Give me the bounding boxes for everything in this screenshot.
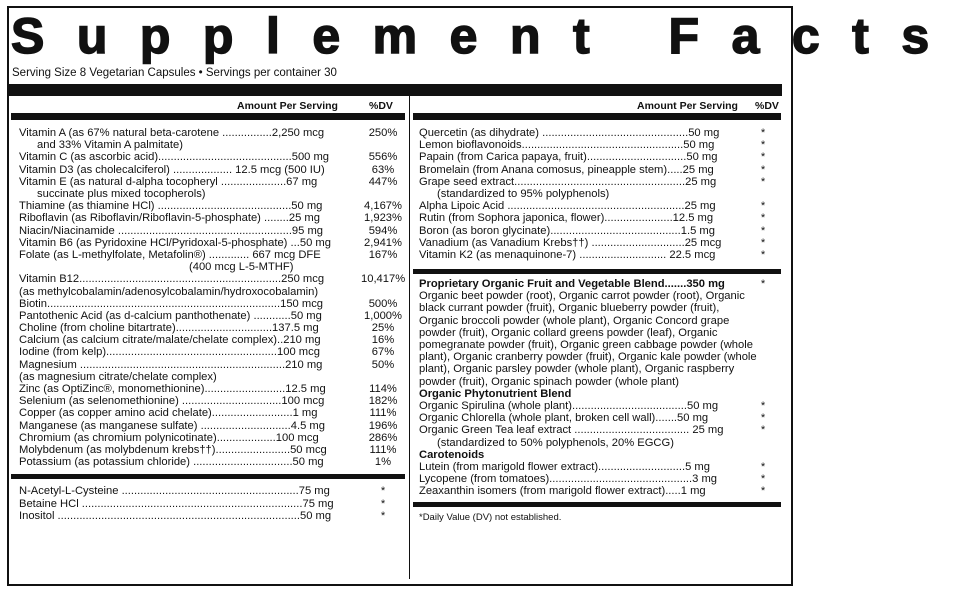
nutrient-line: Grape seed extract.......................................................25 mg <box>419 175 717 188</box>
top-rule <box>9 84 782 96</box>
nutrient-row <box>413 249 781 261</box>
dv-value: 111% <box>369 407 397 420</box>
nutrient-name <box>19 151 329 163</box>
header-rule <box>413 113 781 120</box>
dv-value: 67% <box>371 346 395 359</box>
nutrient-line: Vitamin C (as ascorbic acid)...........................................500 mg <box>19 151 330 164</box>
nutrient-name <box>19 359 322 383</box>
nutrient-line: Copper (as copper amino acid chelate)..........................1 mg <box>19 407 318 420</box>
nutrient-name <box>419 485 706 497</box>
nutrient-line: Vitamin K2 (as menaquinone-7) ............................ 22.5 mcg <box>419 248 716 261</box>
nutrient-name <box>419 225 715 237</box>
nutrient-line: Vitamin D3 (as cholecalciferol) ................... 12.5 mcg (500 IU) <box>19 163 325 176</box>
nutrient-row <box>413 237 781 249</box>
dv-value: 447% <box>368 175 398 188</box>
nutrient-name <box>419 176 716 200</box>
dv-value: 114% <box>369 383 397 396</box>
nutrient-row <box>11 212 405 224</box>
phytonutrient-blend-heading: Organic Phytonutrient Blend <box>419 387 572 400</box>
nutrient-line: Lemon bioflavonoids....................................................50 mg <box>419 139 715 152</box>
nutrient-row <box>11 444 405 456</box>
nutrient-row <box>11 510 405 522</box>
nutrient-name <box>19 310 322 322</box>
dv-heading: %DV <box>755 100 779 112</box>
right-column <box>413 96 781 523</box>
nutrient-name <box>19 176 317 200</box>
nutrient-line-continued: and 33% Vitamin A palmitate) <box>37 139 183 152</box>
nutrient-row <box>11 498 405 510</box>
nutrient-line: Vitamin E (as natural d-alpha tocopheryl .....................67 mg <box>19 175 318 188</box>
nutrient-name <box>19 225 323 237</box>
dv-value: * <box>760 248 766 261</box>
amount-per-serving-heading: Amount Per Serving <box>637 100 738 112</box>
nutrient-name <box>19 510 331 522</box>
dv-value: * <box>760 424 766 437</box>
left-nutrient-list <box>11 120 405 468</box>
dv-value: 4,167% <box>364 200 402 213</box>
nutrient-name <box>419 164 714 176</box>
nutrient-name <box>419 412 708 424</box>
fruit-vegetable-blend-heading: Proprietary Organic Fruit and Vegetable Blend.......350 mg <box>419 278 725 291</box>
dv-value: * <box>760 236 766 249</box>
dv-value: 182% <box>368 395 398 408</box>
nutrient-line: Selenium (as selenomethionine) ................................100 mcg <box>19 395 325 408</box>
nutrient-row <box>413 164 781 176</box>
nutrient-line: Bromelain (from Anana comosus, pineapple stem).....25 mg <box>419 163 714 176</box>
nutrient-name <box>19 420 325 432</box>
nutrient-row <box>11 346 405 358</box>
nutrient-row <box>11 420 405 432</box>
dv-value: 594% <box>368 224 398 237</box>
amount-per-serving-heading: Amount Per Serving <box>237 100 338 112</box>
nutrient-name <box>419 237 721 249</box>
nutrient-line: Potassium (as potassium chloride) ................................50 mg <box>19 456 324 469</box>
nutrient-line: Calcium (as calcium citrate/malate/chelate complex)..210 mg <box>19 334 321 347</box>
nutrient-line: Choline (from choline bitartrate)...............................137.5 mg <box>19 322 319 335</box>
right-column-header <box>413 96 781 113</box>
phytonutrient-list <box>413 400 781 449</box>
dv-value: 500% <box>368 297 398 310</box>
dv-value: * <box>380 509 386 522</box>
nutrient-row <box>11 310 405 322</box>
nutrient-row <box>413 400 781 412</box>
nutrient-name <box>19 485 330 497</box>
nutrient-line: Vitamin A (as 67% natural beta-carotene ................2,250 mcg <box>19 127 325 139</box>
dv-value: 167% <box>368 248 398 261</box>
nutrient-name <box>19 298 323 310</box>
dv-value: * <box>760 412 766 425</box>
dv-value: * <box>760 473 766 486</box>
nutrient-line: Iodine (from kelp).......................................................100 mcg <box>19 346 320 359</box>
nutrient-row <box>413 127 781 139</box>
dv-value: * <box>760 400 766 413</box>
nutrient-name <box>19 273 324 297</box>
nutrient-line: Thiamine (as thiamine HCl) ...........................................50 mg <box>19 200 323 213</box>
dv-value: * <box>760 151 766 164</box>
nutrient-row <box>11 249 405 273</box>
blend-section <box>413 274 781 498</box>
nutrient-line: Vitamin B12.................................................................250 mcg <box>19 273 325 286</box>
dv-value: * <box>760 485 766 498</box>
nutrient-line: Folate (as L-methylfolate, Metafolin®) ............. 667 mcg DFE <box>19 248 321 261</box>
nutrient-name <box>19 200 322 212</box>
dv-value: 111% <box>369 443 397 456</box>
left-extra-list <box>11 479 405 522</box>
dv-value: 196% <box>368 419 398 432</box>
nutrient-line: Organic Spirulina (whole plant).....................................50 mg <box>419 400 719 413</box>
nutrient-row <box>413 176 781 200</box>
nutrient-name <box>419 212 713 224</box>
nutrient-name <box>19 407 317 419</box>
nutrient-row <box>413 424 781 448</box>
label-title: Supplement Facts <box>11 8 962 64</box>
nutrient-name <box>19 164 325 176</box>
right-nutrient-list <box>413 120 781 261</box>
nutrient-line: Niacin/Niacinamide ........................................................95 mg <box>19 224 324 237</box>
nutrient-name <box>19 237 331 249</box>
nutrient-row <box>413 212 781 224</box>
nutrient-name <box>419 424 723 448</box>
nutrient-line: Quercetin (as dihydrate) ...............................................50 mg <box>419 127 720 139</box>
nutrient-name <box>19 456 324 468</box>
nutrient-line: Biotin...........................................................................150 mcg <box>19 297 324 310</box>
nutrient-name <box>19 334 321 346</box>
nutrient-row <box>413 139 781 151</box>
nutrient-row <box>11 334 405 346</box>
nutrient-row <box>11 225 405 237</box>
dv-value: 1% <box>374 456 392 469</box>
nutrient-row <box>413 473 781 485</box>
nutrient-line: Lycopene (from tomatoes)..............................................3 mg <box>419 473 718 486</box>
nutrient-name <box>19 322 319 334</box>
nutrient-row <box>11 164 405 176</box>
nutrient-line: Chromium (as chromium polynicotinate)...................100 mcg <box>19 431 319 444</box>
carotenoids-list <box>413 461 781 498</box>
dv-value: 556% <box>368 151 398 164</box>
dv-value: 2,941% <box>364 236 402 249</box>
nutrient-row <box>11 273 405 297</box>
left-column-header <box>11 96 405 113</box>
nutrient-name <box>19 346 320 358</box>
nutrient-line-continued: (standardized to 95% polyphenols) <box>437 187 610 200</box>
nutrient-line: Vanadium (as Vanadium Krebs††) ..............................25 mcg <box>419 236 722 249</box>
nutrient-line: Betaine HCl .......................................................................75 mg <box>19 497 334 510</box>
dv-value: * <box>760 127 766 139</box>
nutrient-row <box>11 237 405 249</box>
nutrient-row <box>11 359 405 383</box>
nutrient-name <box>19 383 326 395</box>
dv-value: * <box>760 139 766 152</box>
dv-value: * <box>760 461 766 474</box>
nutrient-line: Lutein (from marigold flower extract)............................5 mg <box>419 461 710 474</box>
nutrient-line-continued: (standardized to 50% polyphenols, 20% EGCG) <box>437 436 674 449</box>
nutrient-line-continued: (as methylcobalamin/adenosylcobalamin/hydroxocobalamin) <box>19 285 319 298</box>
dv-value: 50% <box>371 358 395 371</box>
carotenoids-heading: Carotenoids <box>419 448 485 461</box>
dv-value: 63% <box>371 163 395 176</box>
nutrient-row <box>11 432 405 444</box>
nutrient-row <box>413 200 781 212</box>
nutrient-row <box>11 151 405 163</box>
nutrient-row <box>413 485 781 497</box>
dv-value: 250% <box>368 127 398 139</box>
nutrient-row <box>413 151 781 163</box>
header-rule <box>11 113 405 120</box>
nutrient-line-continued: (as magnesium citrate/chelate complex) <box>19 370 217 383</box>
nutrient-name <box>419 400 718 412</box>
nutrient-name <box>19 444 327 456</box>
column-divider <box>409 96 410 579</box>
nutrient-row <box>11 407 405 419</box>
nutrient-line: Pantothenic Acid (as d-calcium panthothenate) ............50 mg <box>19 309 322 322</box>
blend-heading-row <box>413 278 781 290</box>
nutrient-name <box>19 127 324 151</box>
nutrient-row <box>11 485 405 497</box>
serving-info: Serving Size 8 Vegetarian Capsules • Servings per container 30 <box>12 67 337 79</box>
nutrient-line: Boron (as boron glycinate)..........................................1.5 mg <box>419 224 715 237</box>
nutrient-line: Organic Green Tea leaf extract ..................................... 25 mg <box>419 424 724 437</box>
nutrient-line: Magnesium ..................................................................210 mg <box>19 358 323 371</box>
nutrient-name <box>419 249 715 261</box>
nutrient-line-continued: succinate plus mixed tocopherols) <box>37 187 206 200</box>
dv-value: * <box>380 497 386 510</box>
left-column <box>11 96 405 522</box>
nutrient-row <box>11 298 405 310</box>
nutrient-name <box>19 212 320 224</box>
nutrient-line: Manganese (as manganese sulfate) .............................4.5 mg <box>19 419 325 432</box>
nutrient-row <box>11 200 405 212</box>
nutrient-line: Organic Chlorella (whole plant, broken cell wall).......50 mg <box>419 412 709 425</box>
dv-value: 16% <box>371 334 395 347</box>
nutrient-line: Papain (from Carica papaya, fruit)................................50 mg <box>419 151 718 164</box>
nutrient-line: N-Acetyl-L-Cysteine .........................................................75 mg <box>19 485 330 498</box>
dv-value: * <box>760 212 766 225</box>
nutrient-row <box>11 383 405 395</box>
nutrient-name <box>19 498 334 510</box>
nutrient-line: Alpha Lipoic Acid .........................................................25 mg <box>419 200 716 213</box>
dv-value: 1,000% <box>364 309 402 322</box>
dv-heading: %DV <box>369 100 393 112</box>
footnote: *Daily Value (DV) not established. <box>419 511 562 523</box>
nutrient-line: Riboflavin (as Riboflavin/Riboflavin-5-phosphate) ........25 mg <box>19 212 320 225</box>
nutrient-line: Zeaxanthin isomers (from marigold flower extract).....1 mg <box>419 485 706 498</box>
nutrient-name <box>419 473 717 485</box>
nutrient-row <box>11 456 405 468</box>
nutrient-line-continued: (400 mcg L-5-MTHF) <box>189 261 294 274</box>
nutrient-name <box>419 127 719 139</box>
phytonutrient-heading-row <box>413 388 781 400</box>
nutrient-line: Inositol ..............................................................................50 mg <box>19 509 332 522</box>
dv-value: 286% <box>368 431 398 444</box>
nutrient-name <box>19 395 324 407</box>
nutrient-row <box>413 461 781 473</box>
dv-value: * <box>380 485 386 498</box>
nutrient-row <box>11 322 405 334</box>
dv-value: * <box>760 224 766 237</box>
nutrient-name <box>419 200 716 212</box>
blend-ingredients: Organic beet powder (root), Organic carrot powder (root), Organic black currant powder (fruit), Organic blueberry powder (fruit), Organic broccoli powder (whole plant), Organic Concord grape powder (fruit), Organic collard greens powder (leaf), Organic pomegranate powder (fruit), Organic green cabbage powder (whole plant), Organic cranberry powder (fruit), Organic kale powder (whole plant), Organic parsley powder (whole plant), Organic raspberry powder (fruit), Organic spinach powder (whole plant) <box>419 290 757 388</box>
nutrient-row <box>11 127 405 151</box>
carotenoids-heading-row <box>413 449 781 461</box>
nutrient-row <box>11 395 405 407</box>
nutrient-line: Rutin (from Sophora japonica, flower)......................12.5 mg <box>419 212 714 225</box>
nutrient-name <box>419 139 714 151</box>
dv-value: 1,923% <box>364 212 402 225</box>
nutrient-row <box>11 176 405 200</box>
nutrient-line: Zinc (as OptiZinc®, monomethionine)..........................12.5 mg <box>19 383 326 396</box>
dv-value: * <box>760 200 766 213</box>
nutrient-line: Molybdenum (as molybdenum krebs††)........................50 mcg <box>19 443 327 456</box>
nutrient-name <box>19 432 319 444</box>
nutrient-name <box>19 249 321 273</box>
dv-value: 25% <box>371 322 395 335</box>
dv-value: * <box>760 175 766 188</box>
nutrient-row <box>413 412 781 424</box>
dv-value: * <box>760 163 766 176</box>
dv-value: * <box>760 278 766 291</box>
nutrient-row <box>413 225 781 237</box>
nutrient-name <box>419 461 710 473</box>
nutrient-name <box>419 151 717 163</box>
dv-value: 10,417% <box>361 273 406 286</box>
nutrient-line: Vitamin B6 (as Pyridoxine HCl/Pyridoxal-5-phosphate) ...50 mg <box>19 236 331 249</box>
